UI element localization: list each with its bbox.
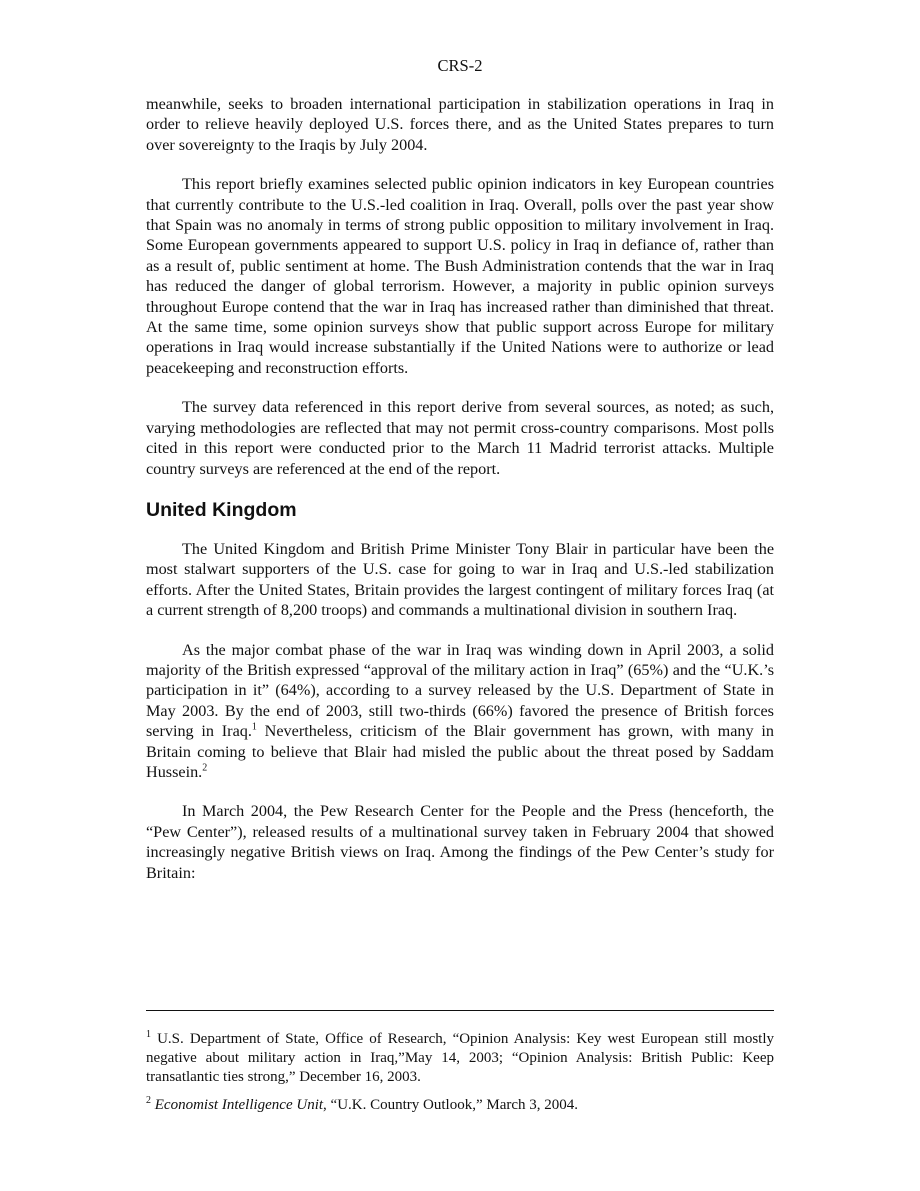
section-heading: United Kingdom bbox=[146, 498, 297, 521]
paragraph-uk-opinion-text-a: As the major combat phase of the war in Iraq was winding down in April 2003, a solid majority of the British expressed “approval of the military action in Iraq” (65%) and the “U.K.’s participation in it” (64%), according to a survey released by the U.S. Department of State in May 2003. By the end of 2003, still two-thirds (66%) favored the presence of British forces serving in Iraq. bbox=[146, 640, 774, 741]
footnote-ref-2[interactable]: 2 bbox=[202, 762, 208, 774]
paragraph-overview: This report briefly examines selected public opinion indicators in key European countries that currently contribute to the U.S.-led coalition in Iraq. Overall, polls over the past year show that Spain was no anomaly in terms of strong public opposition to military involvement in Iraq. Some European governments appeared to support U.S. policy in Iraq in defiance of, rather than as a result of, public sentiment at home. The Bush Administration contends that the war in Iraq has reduced the danger of global terrorism. However, a majority in public opinion surveys throughout Europe contend that the war in Iraq has increased rather than diminished that threat. At the same time, some opinion surveys show that public support across Europe for military operations in Iraq would increase substantially if the United Nations were to authorize or lead peacekeeping and reconstruction efforts. bbox=[146, 175, 774, 377]
footnote-1-number: 1 bbox=[146, 1029, 151, 1040]
footnote-2 bbox=[146, 1096, 774, 1115]
footnote-divider bbox=[146, 1010, 774, 1011]
paragraph-pew-center: In March 2004, the Pew Research Center for the People and the Press (henceforth, the “Pew Center”), released results of a multinational survey taken in February 2004 that showed increasingly negative British views on Iraq. Among the findings of the Pew Center’s study for Britain: bbox=[146, 802, 774, 882]
footnote-2-text: , “U.K. Country Outlook,” March 3, 2004. bbox=[323, 1097, 579, 1113]
footnotes bbox=[146, 1030, 774, 1124]
paragraph-uk-opinion bbox=[146, 640, 774, 783]
footnote-2-source: Economist Intelligence Unit bbox=[154, 1097, 324, 1113]
paragraph-uk-support: The United Kingdom and British Prime Minister Tony Blair in particular have been the most stalwart supporters of the U.S. case for going to war in Iraq and U.S.-led stabilization efforts. After the United States, Britain provides the largest contingent of military forces Iraq (at a current strength of 8,200 troops) and commands a multinational division in southern Iraq. bbox=[146, 539, 774, 620]
footnote-1-text: U.S. Department of State, Office of Research, “Opinion Analysis: Key west European still mostly negative about military action in Iraq,”May 14, 2003; “Opinion Analysis: British Public: Keep transatlantic ties strong,” December 16, 2003. bbox=[146, 1031, 774, 1085]
paragraph-methodology: The survey data referenced in this report derive from several sources, as noted; as such, varying methodologies are reflected that may not permit cross-country comparisons. Most polls cited in this report were conducted prior to the March 11 Madrid terrorist attacks. Multiple country surveys are referenced at the end of the report. bbox=[146, 398, 774, 478]
document-body bbox=[146, 94, 774, 902]
footnote-2-number: 2 bbox=[146, 1095, 151, 1106]
paragraph-uk-opinion-text-b: Nevertheless, criticism of the Blair government has grown, with many in Britain coming to believe that Blair had misled the public about the threat posed by Saddam Hussein. bbox=[146, 722, 774, 781]
footnote-ref-1[interactable]: 1 bbox=[251, 721, 257, 733]
paragraph-continuation: meanwhile, seeks to broaden international participation in stabilization operations in Iraq in order to relieve heavily deployed U.S. forces there, and as the United States prepares to turn over sovereignty to the Iraqis by July 2004. bbox=[146, 95, 774, 154]
page-header: CRS-2 bbox=[437, 56, 483, 75]
footnote-1 bbox=[146, 1030, 774, 1087]
